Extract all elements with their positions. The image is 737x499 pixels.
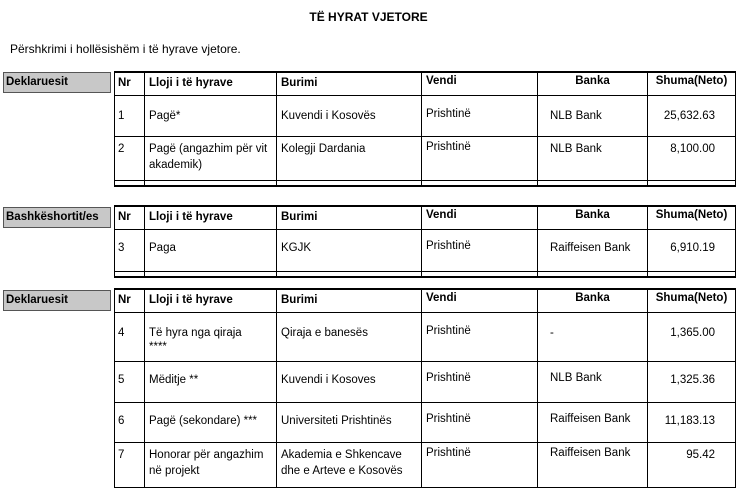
cell-banka: NLB Bank	[550, 372, 602, 384]
cell-nr: 4	[118, 327, 125, 339]
cell-burimi: Akademia e Shkencave dhe e Arteve e Kosovës	[281, 449, 403, 477]
cell-shuma: 25,632.63	[663, 110, 715, 122]
cell-vendi: Prishtinë	[426, 141, 471, 153]
cell-burimi: Universiteti Prishtinës	[281, 415, 392, 427]
cell-lloji: Pagë (sekondare) ***	[149, 415, 258, 427]
cell-nr: 3	[118, 242, 125, 254]
table-row	[115, 403, 736, 443]
cell-lloji-note: ****	[149, 341, 167, 353]
header-nr: Nr	[115, 289, 145, 313]
table-row	[115, 313, 736, 362]
header-burimi: Burimi	[277, 72, 422, 96]
header-lloji: Lloji i të hyrave	[145, 72, 277, 96]
cell-vendi: Prishtinë	[426, 325, 471, 337]
table-footer-row	[115, 181, 736, 187]
cell-nr: 5	[118, 374, 125, 386]
table-header-row	[115, 72, 736, 96]
cell-shuma: 8,100.00	[670, 143, 715, 155]
cell-burimi: KGJK	[281, 242, 312, 254]
table-footer-row	[115, 272, 736, 278]
page-title: TË HYRAT VJETORE	[309, 10, 428, 24]
cell-shuma: 95.42	[686, 449, 715, 461]
cell-shuma: 1,325.36	[670, 374, 715, 386]
table-row	[115, 362, 736, 403]
table-header-row	[115, 289, 736, 313]
cell-nr: 2	[118, 143, 125, 155]
cell-lloji: Pagë (angazhim për vit akademik)	[149, 143, 268, 171]
header-banka: Banka	[538, 72, 648, 96]
cell-vendi: Prishtinë	[426, 240, 471, 252]
cell-lloji: Paga	[149, 242, 176, 254]
cell-nr: 6	[118, 415, 125, 427]
header-lloji: Lloji i të hyrave	[145, 206, 277, 230]
cell-banka: NLB Bank	[550, 110, 602, 122]
cell-banka: Raiffeisen Bank	[550, 413, 631, 425]
header-nr: Nr	[115, 206, 145, 230]
header-nr: Nr	[115, 72, 145, 96]
cell-lloji: Honorar për angazhim në projekt	[149, 449, 264, 477]
header-shuma: Shuma(Neto)	[648, 206, 736, 230]
income-table-2	[114, 205, 736, 278]
income-table-3	[114, 288, 736, 488]
cell-banka: NLB Bank	[550, 143, 602, 155]
header-vendi: Vendi	[422, 206, 538, 230]
cell-vendi: Prishtinë	[426, 413, 471, 425]
table-row	[115, 137, 736, 181]
header-banka: Banka	[538, 206, 648, 230]
section-label-deklaruesit: Deklaruesit	[3, 72, 111, 93]
header-vendi: Vendi	[422, 72, 538, 96]
table-row	[115, 96, 736, 137]
cell-shuma: 11,183.13	[664, 415, 715, 427]
cell-burimi: Kuvendi i Kosoves	[281, 374, 376, 386]
cell-burimi: Kolegji Dardania	[281, 143, 366, 155]
section-label-deklaruesit-2: Deklaruesit	[3, 290, 111, 311]
cell-shuma: 1,365.00	[670, 327, 715, 339]
income-table-1	[114, 71, 736, 187]
cell-banka: -	[550, 327, 554, 339]
header-shuma: Shuma(Neto)	[648, 289, 736, 313]
header-burimi: Burimi	[277, 289, 422, 313]
cell-burimi: Qiraja e banesës	[281, 327, 368, 339]
cell-vendi: Prishtinë	[426, 447, 471, 459]
cell-lloji: Pagë*	[149, 110, 181, 122]
page-subtitle: Përshkrimi i hollësishëm i të hyrave vjetore.	[10, 42, 241, 56]
cell-vendi: Prishtinë	[426, 372, 471, 384]
cell-lloji: Të hyra nga qiraja	[149, 327, 242, 339]
header-lloji: Lloji i të hyrave	[145, 289, 277, 313]
cell-banka: Raiffeisen Bank	[550, 447, 631, 459]
cell-vendi: Prishtinë	[426, 108, 471, 120]
table-row	[115, 230, 736, 272]
cell-burimi: Kuvendi i Kosovës	[281, 110, 376, 122]
header-vendi: Vendi	[422, 289, 538, 313]
header-shuma: Shuma(Neto)	[648, 72, 736, 96]
cell-lloji: Mëditje **	[149, 374, 199, 386]
table-header-row	[115, 206, 736, 230]
section-label-bashkeshortit: Bashkëshortit/es	[3, 207, 111, 228]
cell-banka: Raiffeisen Bank	[550, 242, 631, 254]
cell-shuma: 6,910.19	[670, 242, 715, 254]
header-banka: Banka	[538, 289, 648, 313]
cell-nr: 1	[118, 110, 125, 122]
header-burimi: Burimi	[277, 206, 422, 230]
table-row	[115, 443, 736, 488]
cell-nr: 7	[118, 449, 125, 461]
